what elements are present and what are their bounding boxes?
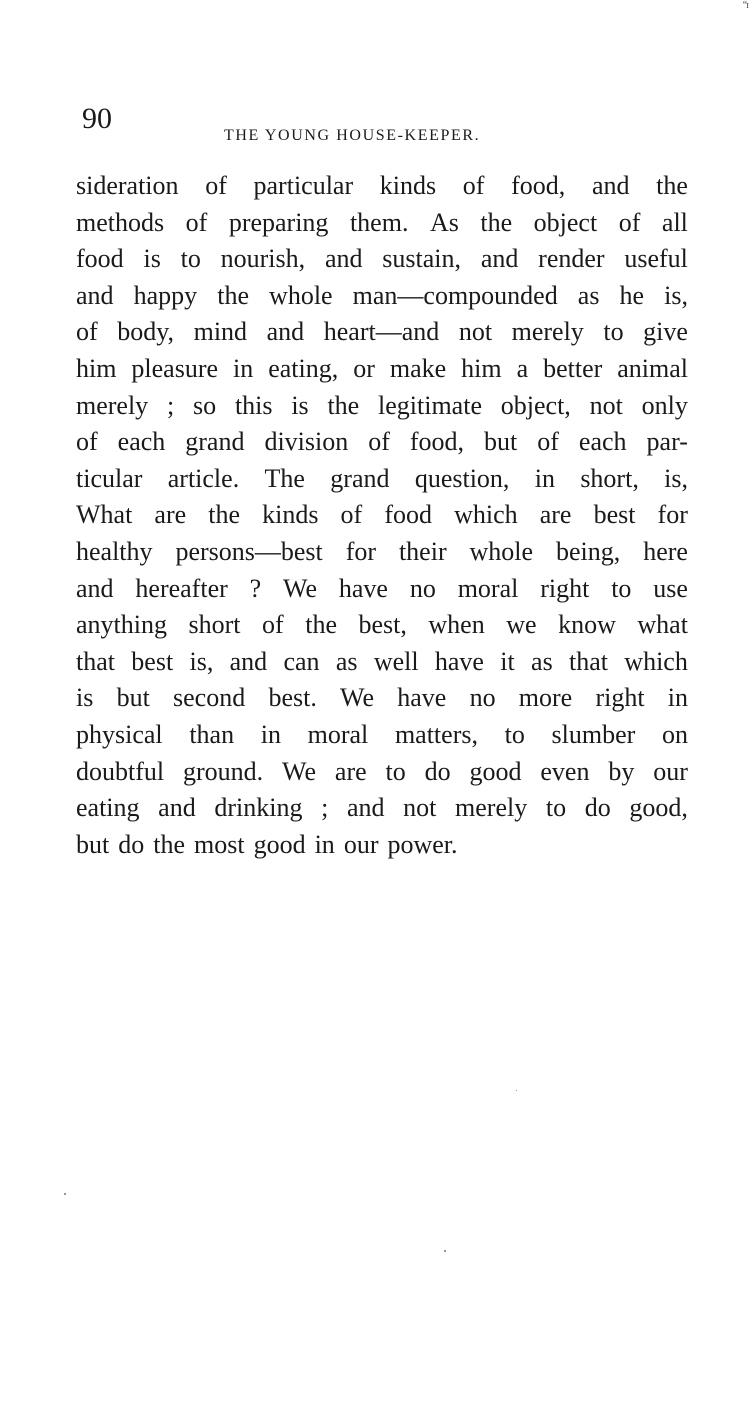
text-line: physical than in moral matters, to slumber on (76, 719, 688, 749)
text-line: of each grand division of food, but of each par- (76, 427, 688, 457)
text-line: and happy the whole man—compounded as he is, (76, 280, 688, 310)
text-line: of body, mind and heart—and not merely to give (76, 317, 688, 347)
text-line: food is to nourish, and sustain, and render useful (76, 244, 688, 274)
text-line: ticular article. The grand question, in short, is, (76, 463, 688, 493)
corner-mark: “ɪ (742, 0, 748, 11)
running-head: THE YOUNG HOUSE-KEEPER. (224, 127, 481, 144)
text-line: sideration of particular kinds of food, and the (76, 171, 688, 200)
text-line: anything short of the best, when we know what (76, 610, 688, 640)
paper-speck (64, 1193, 66, 1195)
page-number: 90 (82, 102, 112, 135)
text-line: eating and drinking ; and not merely to do good, (76, 793, 688, 823)
text-line: methods of preparing them. As the object of all (76, 207, 688, 237)
paper-speck (444, 1250, 446, 1252)
text-line: him pleasure in eating, or make him a better animal (76, 353, 688, 383)
text-line: that best is, and can as well have it as that which (76, 646, 688, 676)
text-line: What are the kinds of food which are best for (76, 500, 688, 530)
text-line: merely ; so this is the legitimate object, not only (76, 390, 688, 420)
text-line: healthy persons—best for their whole being, here (76, 536, 688, 566)
text-line: but do the most good in our power. (76, 829, 458, 859)
body-text (76, 168, 688, 863)
text-line: and hereafter ? We have no moral right to use (76, 573, 688, 603)
text-line: is but second best. We have no more right in (76, 683, 688, 713)
paper-speck (516, 1090, 517, 1091)
text-line: doubtful ground. We are to do good even by our (76, 756, 688, 786)
